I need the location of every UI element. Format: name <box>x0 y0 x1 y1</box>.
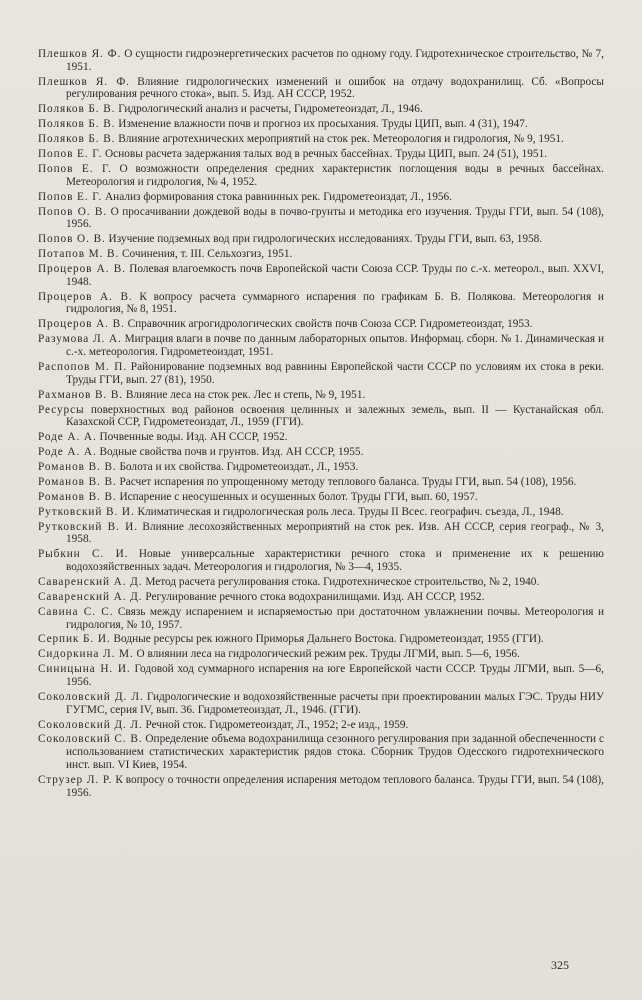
reference-entry <box>38 491 604 504</box>
reference-author: Попов Е. Г. <box>38 162 112 175</box>
reference-text: Годовой ход суммарного испарения на юге Европейской части СССР. Труды ЛГМИ, вып. 5—6, 1956. <box>66 663 604 688</box>
reference-text: Болота и их свойства. Гидрометеоиздат., Л., 1953. <box>116 460 359 473</box>
reference-entry <box>38 133 604 146</box>
reference-entry <box>38 506 604 519</box>
reference-text: О просачивании дождевой воды в почво-грунты и методика его изучения. Труды ГГИ, вып. 54 (108), 1956. <box>66 205 604 231</box>
reference-author: Процеров А. В. <box>38 318 125 331</box>
reference-text: О возможности определения средних характеристик поглощения воды в речных бассейнах. Метеорология и гидрология, № 4, 1952. <box>66 162 604 188</box>
reference-text: Регулирование речного стока водохранилищами. Изд. АН СССР, 1952. <box>142 590 485 603</box>
reference-entry <box>38 118 604 131</box>
reference-entry <box>38 648 604 661</box>
reference-entry <box>38 333 604 359</box>
reference-entry <box>38 48 604 74</box>
reference-entry <box>38 191 604 204</box>
reference-author: Рутковский В. И. <box>38 505 135 518</box>
reference-author: Рыбкин С. И. <box>38 548 129 561</box>
reference-entry <box>38 719 604 732</box>
reference-text: поверхностных вод районов освоения целинных и залежных земель, вып. II — Кустанайская обл. Казахской ССР, Гидрометеоиздат, Л., 1959 (ГГИ). <box>66 403 604 429</box>
reference-entry <box>38 361 604 387</box>
reference-entry <box>38 633 604 646</box>
reference-author: Попов Е. Г. <box>38 148 103 161</box>
reference-text: Районирование подземных вод равнины Европейской части СССР по условиям их стока в реки. Труды ГГИ, вып. 27 (81), 1950. <box>66 360 604 386</box>
reference-author: Ресурсы <box>38 403 85 416</box>
reference-author: Соколовский С. В. <box>38 733 143 746</box>
reference-entry <box>38 691 604 717</box>
reference-author: Роде А. А. <box>38 446 97 459</box>
reference-author: Поляков Б. В. <box>38 103 116 116</box>
reference-text: Влияние гидрологических изменений и ошибок на отдачу водохранилищ. Сб. «Вопросы регулирования речного стока», вып. 5. Изд. АН СССР, 1952. <box>66 75 604 101</box>
reference-text: О влиянии леса на гидрологический режим рек. Труды ЛГМИ, вып. 5—6, 1956. <box>133 648 520 661</box>
reference-text: Новые универсальные характеристики речного стока и применение их к решению водохозяйственных задач. Метеорология и гидрология, № 3—4, 1935. <box>66 548 604 574</box>
reference-author: Рутковский В. И. <box>38 520 138 533</box>
reference-author: Романов В. В. <box>38 475 117 488</box>
reference-entry <box>38 76 604 102</box>
reference-text: Полевая влагоемкость почв Европейской части Союза ССР. Труды по с.-х. метеорол., вып. XXVI, 1948. <box>66 262 604 288</box>
reference-author: Потапов М. В. <box>38 248 120 261</box>
reference-entry <box>38 548 604 574</box>
reference-entry <box>38 389 604 402</box>
reference-author: Саваренский А. Д. <box>38 575 143 588</box>
reference-author: Соколовский Д. Л. <box>38 718 143 731</box>
reference-entry <box>38 248 604 261</box>
reference-entry <box>38 576 604 589</box>
reference-list <box>38 48 604 802</box>
reference-author: Романов В. В. <box>38 490 117 503</box>
reference-text: Водные ресурсы рек южного Приморья Дальнего Востока. Гидрометеоиздат, 1955 (ГГИ). <box>110 633 544 646</box>
reference-text: Анализ формирования стока равнинных рек. Гидрометеоиздат, Л., 1956. <box>102 190 453 203</box>
reference-text: Почвенные воды. Изд. АН СССР, 1952. <box>96 431 288 444</box>
reference-text: К вопросу расчета суммарного испарения по графикам Б. В. Полякова. Метеорология и гидрология, № 8, 1951. <box>66 290 604 316</box>
reference-entry <box>38 521 604 547</box>
reference-author: Роде А. А. <box>38 431 97 444</box>
page-number: 325 <box>551 958 569 972</box>
reference-author: Разумова Л. А. <box>38 333 122 346</box>
reference-author: Соколовский Д. Л. <box>38 690 144 703</box>
reference-author: Поляков Б. В. <box>38 133 116 146</box>
reference-entry <box>38 206 604 232</box>
reference-text: Влияние лесохозяйственных мероприятий на сток рек. Изв. АН СССР, серия географ., № 3, 1958. <box>66 520 604 546</box>
reference-author: Сидоркина Л. М. <box>38 648 134 661</box>
reference-entry <box>38 733 604 771</box>
reference-author: Саваренский А. Д. <box>38 590 143 603</box>
reference-author: Попов О. В. <box>38 233 106 246</box>
reference-entry <box>38 446 604 459</box>
reference-author: Процеров А. В. <box>38 290 133 303</box>
reference-text: Определение объема водохранилища сезонного регулирования при заданной обеспеченности с использованием статистических характеристик рядов стока. Сборник Трудов Одесского гидротехнического инст. вып. VI Киев, 1954. <box>66 733 604 772</box>
reference-text: Изменение влажности почв и прогноз их просыхания. Труды ЦИП, вып. 4 (31), 1947. <box>115 118 528 131</box>
reference-text: Влияние леса на сток рек. Лес и степь, № 9, 1951. <box>123 388 366 401</box>
reference-text: Гидрологический анализ и расчеты, Гидрометеоиздат, Л., 1946. <box>115 103 423 116</box>
reference-author: Попов О. В. <box>38 205 108 218</box>
reference-author: Савина С. С. <box>38 605 114 618</box>
reference-text: Гидрологические и водохозяйственные расчеты при проектировании малых ГЭС. Труды НИУ ГУГМС, серия IV, вып. 36. Гидрометеоиздат, Л., 1946. (ГГИ). <box>66 690 605 716</box>
reference-author: Попов Е. Г. <box>38 190 103 203</box>
reference-author: Распопов М. П. <box>38 360 128 373</box>
reference-author: Поляков Б. В. <box>38 118 116 131</box>
reference-text: Миграция влаги в почве по данным лабораторных опытов. Информац. сборн. № 1. Динамическая и с.-х. метеорология. Гидрометеоиздат, 1951. <box>66 333 604 359</box>
reference-entry <box>38 431 604 444</box>
reference-entry <box>38 606 604 632</box>
reference-text: Водные свойства почв и грунтов. Изд. АН СССР, 1955. <box>96 446 364 459</box>
reference-author: Серпик Б. И. <box>38 633 111 646</box>
reference-entry <box>38 163 604 189</box>
reference-text: Изучение подземных вод при гидрологических исследованиях. Труды ГГИ, вып. 63, 1958. <box>105 233 543 246</box>
reference-author: Романов В. В. <box>38 460 117 473</box>
reference-author: Струзер Л. Р. <box>38 773 113 786</box>
reference-author: Плешков Я. Ф. <box>38 48 122 60</box>
reference-entry <box>38 774 604 800</box>
reference-text: Речной сток. Гидрометеоиздат, Л., 1952; 2-е изд., 1959. <box>142 718 409 731</box>
reference-text: Метод расчета регулирования стока. Гидротехническое строительство, № 2, 1940. <box>142 575 540 588</box>
reference-text: Расчет испарения по упрощенному методу теплового баланса. Труды ГГИ, вып. 54 (108), 1956. <box>116 475 577 488</box>
reference-text: О сущности гидроэнергетических расчетов по одному году. Гидротехническое строительство, № 7, 1951. <box>66 48 604 73</box>
reference-entry <box>38 263 604 289</box>
reference-text: К вопросу о точности определения испарения методом теплового баланса. Труды ГГИ, вып. 54 (108), 1956. <box>66 773 605 799</box>
reference-entry <box>38 461 604 474</box>
reference-text: Справочник агрогидрологических свойств почв Союза ССР. Гидрометеоиздат, 1953. <box>124 318 533 331</box>
reference-entry <box>38 591 604 604</box>
reference-text: Основы расчета задержания талых вод в речных бассейнах. Труды ЦИП, вып. 24 (51), 1951. <box>102 148 548 161</box>
reference-entry <box>38 148 604 161</box>
reference-entry <box>38 233 604 246</box>
reference-entry <box>38 291 604 317</box>
reference-entry <box>38 404 604 430</box>
reference-text: Сочинения, т. III. Сельхозгиз, 1951. <box>119 248 293 261</box>
reference-entry <box>38 663 604 689</box>
reference-author: Синицына Н. И. <box>38 663 131 676</box>
reference-text: Климатическая и гидрологическая роль леса. Труды II Всес. географич. съезда, Л., 1948. <box>134 505 564 518</box>
reference-author: Процеров А. В. <box>38 262 126 275</box>
reference-text: Связь между испарением и испаряемостью при достаточном увлажнении почвы. Метеорология и гидрология, № 10, 1957. <box>66 605 604 631</box>
reference-entry <box>38 103 604 116</box>
reference-author: Плешков Я. Ф. <box>38 75 130 88</box>
reference-entry <box>38 476 604 489</box>
reference-text: Влияние агротехнических мероприятий на сток рек. Метеорология и гидрология, № 9, 1951. <box>115 133 564 146</box>
reference-entry <box>38 318 604 331</box>
reference-author: Рахманов В. В. <box>38 388 124 401</box>
reference-text: Испарение с неосушенных и осушенных болот. Труды ГГИ, вып. 60, 1957. <box>116 490 478 503</box>
